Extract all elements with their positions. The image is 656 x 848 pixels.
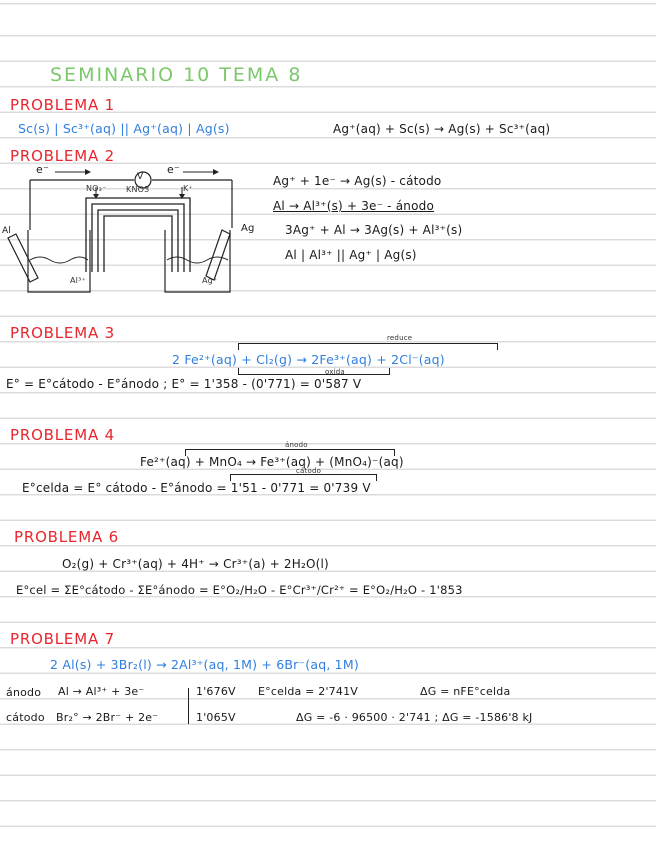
reduce-label: reduce [387, 334, 413, 342]
anodo-label: ánodo [285, 441, 308, 449]
anode-solution-label: Al³⁺ [70, 276, 86, 285]
problem-7-catodo-label: cátodo [6, 711, 45, 724]
oxida-label: oxida [325, 368, 345, 376]
problem-3-cell-potential: E° = E°cátodo - E°ánodo ; E° = 1'358 - (0'771) = 0'587 V [6, 377, 362, 391]
electron-label-right: e⁻ [167, 163, 180, 176]
problem-7-reaction: 2 Al(s) + 3Br₂(l) → 2Al³⁺(aq, 1M) + 6Br⁻(aq, 1M) [50, 657, 359, 672]
problem-7-cell-potential: E°celda = 2'741V [258, 685, 358, 698]
problem-2-overall-reaction: 3Ag⁺ + Al → 3Ag(s) + Al³⁺(s) [285, 223, 463, 237]
oxida-brace [238, 368, 390, 375]
problem-7-heading: PROBLEMA 7 [10, 630, 115, 648]
problem-2-anode-half-reaction: Al → Al³⁺(s) + 3e⁻ - ánodo [273, 199, 434, 213]
catodo-brace [230, 474, 377, 481]
problem-2-heading: PROBLEMA 2 [10, 147, 115, 165]
problem-7-anodo-label: ánodo [6, 686, 42, 699]
silver-electrode [206, 230, 230, 280]
problem-7-gibbs-calculation: ΔG = -6 · 96500 · 2'741 ; ΔG = -1586'8 kJ [296, 711, 533, 724]
problem-7-catodo-equation: Br₂° → 2Br⁻ + 2e⁻ [56, 711, 159, 724]
problem-3-reaction: 2 Fe²⁺(aq) + Cl₂(g) → 2Fe³⁺(aq) + 2Cl⁻(aq) [172, 352, 445, 367]
salt-bridge-label: KNO3 [126, 185, 150, 194]
problem-6-reaction: O₂(g) + Cr³⁺(aq) + 4H⁺ → Cr³⁺(a) + 2H₂O(l) [62, 557, 329, 571]
problem-4-reaction: Fe²⁺(aq) + MnO₄ → Fe³⁺(aq) + (MnO₄)⁻(aq) [140, 455, 404, 469]
problem-1-heading: PROBLEMA 1 [10, 96, 115, 114]
anode-electrode-label: Al [2, 226, 12, 236]
problem-7-anodo-potential: 1'676V [196, 685, 236, 698]
electrochemical-cell-diagram [0, 160, 270, 300]
problem-7-anodo-equation: Al → Al³⁺ + 3e⁻ [58, 685, 145, 698]
catodo-label: cátodo [296, 467, 322, 475]
problem-6-cell-potential: E°cel = ΣE°cátodo - ΣE°ánodo = E°O₂/H₂O - E°Cr³⁺/Cr²⁺ = E°O₂/H₂O - 1'853 [16, 583, 463, 597]
problem-1-cell-notation: Sc(s) | Sc³⁺(aq) || Ag⁺(aq) | Ag(s) [18, 121, 230, 136]
voltmeter-label: V [137, 172, 144, 182]
cathode-electrode-label: Ag [241, 223, 255, 234]
reduce-brace [238, 343, 498, 350]
electron-label-left: e⁻ [36, 163, 49, 176]
nitrate-ion-label: NO₃⁻ [86, 184, 107, 193]
page-title: SEMINARIO 10 TEMA 8 [50, 64, 303, 86]
potential-bracket [188, 688, 195, 724]
problem-2-cathode-half-reaction: Ag⁺ + 1e⁻ → Ag(s) - cátodo [273, 174, 442, 188]
problem-4-cell-potential: E°celda = E° cátodo - E°ánodo = 1'51 - 0'771 = 0'739 V [22, 481, 371, 495]
problem-7-catodo-potential: 1'065V [196, 711, 236, 724]
problem-1-reaction: Ag⁺(aq) + Sc(s) → Ag(s) + Sc³⁺(aq) [333, 122, 551, 136]
problem-2-cell-notation: Al | Al³⁺ || Ag⁺ | Ag(s) [285, 248, 417, 262]
problem-3-heading: PROBLEMA 3 [10, 324, 115, 342]
problem-7-gibbs-formula: ΔG = nFE°celda [420, 685, 511, 698]
problem-6-heading: PROBLEMA 6 [14, 528, 119, 546]
problem-4-heading: PROBLEMA 4 [10, 426, 115, 444]
cathode-solution-label: Ag⁺ [202, 276, 218, 285]
potassium-ion-label: K⁺ [183, 184, 193, 193]
